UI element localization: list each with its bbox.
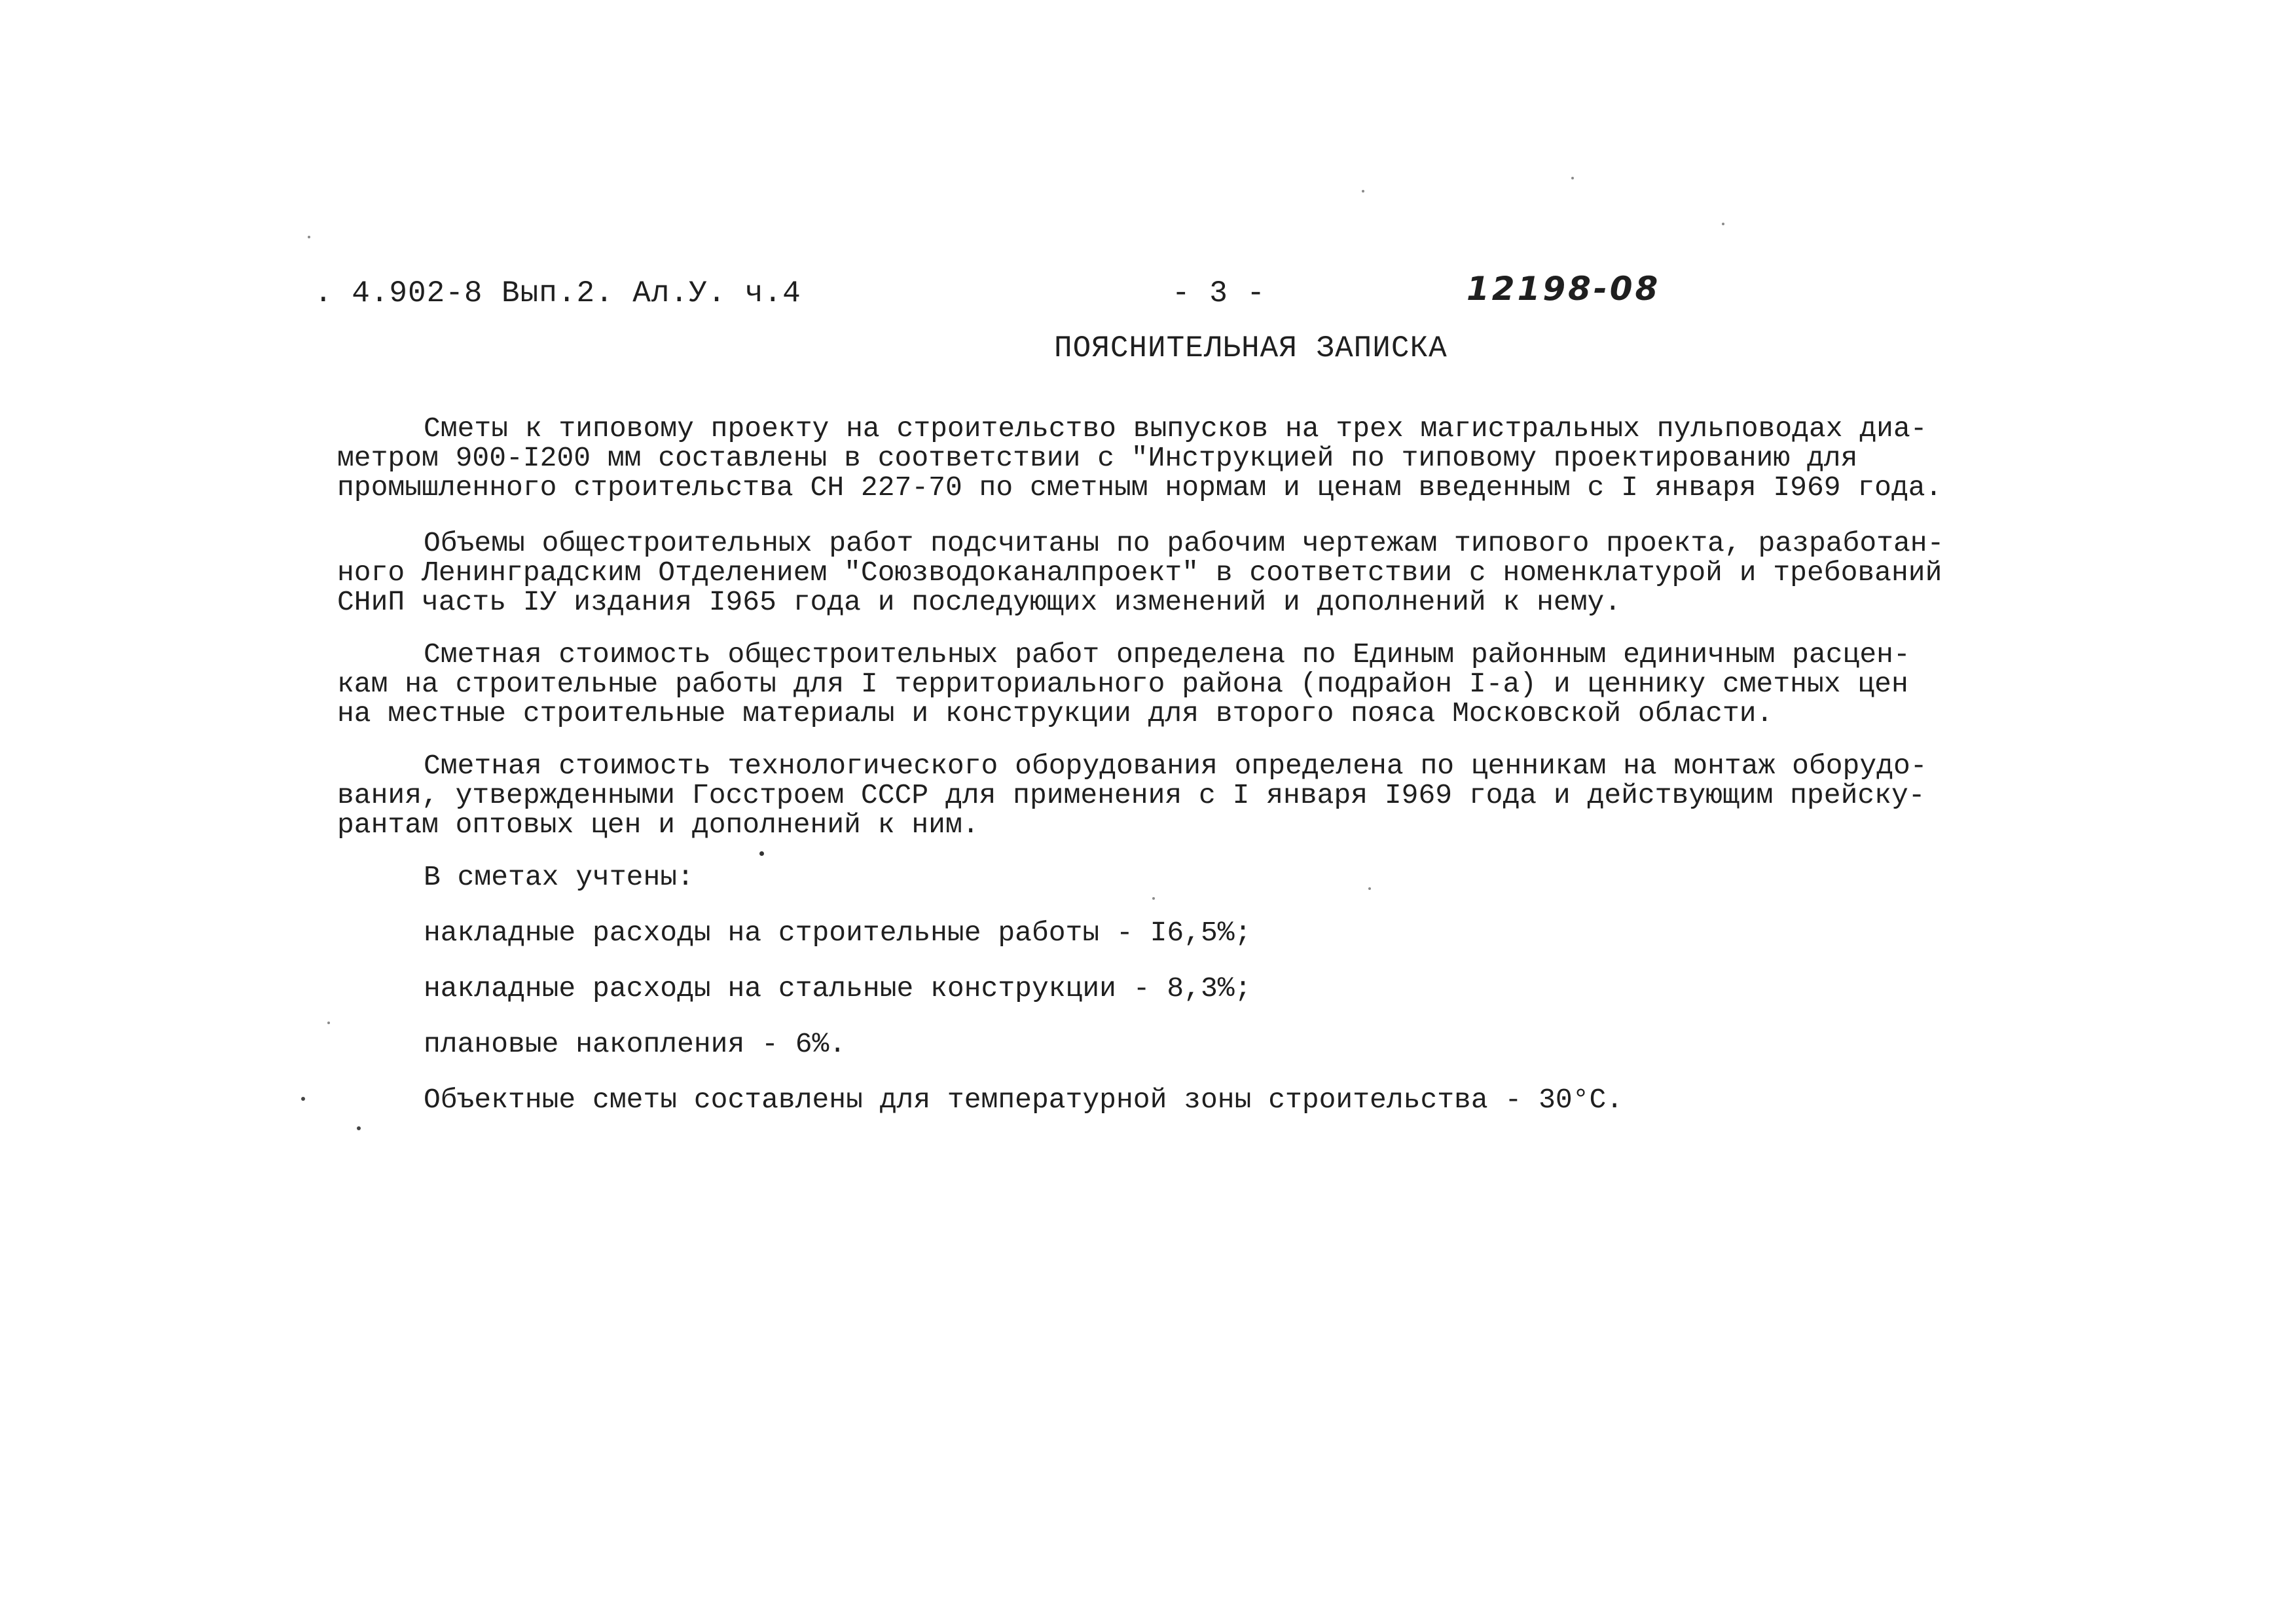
paragraph-line: кам на строительные работы для I территориального района (подрайон I-а) и ценнику сметных цен — [337, 668, 1908, 700]
list-intro: В сметах учтены: — [424, 861, 694, 893]
scan-speck — [327, 1022, 330, 1024]
scan-speck — [357, 1126, 361, 1130]
paragraph-line: рантам оптовых цен и дополнений к ним. — [337, 809, 979, 841]
paragraph-line: метром 900-I200 мм составлены в соответствии с "Инструкцией по типовому проектированию для — [337, 442, 1858, 474]
list-item: плановые накопления - 6%. — [424, 1028, 847, 1060]
registration-number: 12198-08 — [1467, 270, 1661, 308]
paragraph-line: Объемы общестроительных работ подсчитаны по рабочим чертежам типового проекта, разработан- — [424, 527, 1944, 559]
paragraph-2 — [337, 528, 1980, 617]
document-code: . 4.902-8 Вып.2. Ал.У. ч.4 — [314, 276, 801, 310]
document-title: ПОЯСНИТЕЛЬНАЯ ЗАПИСКА — [1054, 331, 1448, 365]
paragraph-line: вания, утвержденными Госстроем СССР для применения с I января I969 года и действующим прейску- — [337, 779, 1925, 811]
scan-speck — [1722, 223, 1724, 225]
scan-speck — [1362, 190, 1364, 193]
paragraph-line: на местные строительные материалы и конструкции для второго пояса Московской области. — [337, 697, 1774, 729]
paragraph-line: Сметы к типовому проекту на строительство выпусков на трех магистральных пульповодах диа- — [424, 413, 1927, 445]
scan-speck — [759, 851, 764, 856]
scan-speck — [1152, 897, 1155, 900]
list-item: накладные расходы на стальные конструкции - 8,3%; — [424, 972, 1252, 1005]
page-number: - 3 - — [1172, 276, 1266, 310]
paragraph-line: Сметная стоимость общестроительных работ определена по Единым районным единичным расцен- — [424, 638, 1910, 671]
paragraph-line: СНиП часть IУ издания I965 года и последующих изменений и дополнений к нему. — [337, 586, 1622, 618]
paragraph-line: ного Ленинградским Отделением "Союзводоканалпроект" в соответствии с номенклатурой и требований — [337, 557, 1942, 589]
paragraph-line: Сметная стоимость технологического оборудования определена по ценникам на монтаж оборудо- — [424, 750, 1927, 782]
scan-speck — [1368, 887, 1371, 890]
paragraph-4 — [337, 751, 1980, 840]
scan-speck — [308, 236, 310, 238]
paragraph-1 — [337, 414, 1980, 502]
closing-line: Объектные сметы составлены для температурной зоны строительства - 30°С. — [424, 1084, 1624, 1116]
paragraph-3 — [337, 640, 1980, 728]
scan-speck — [1571, 177, 1574, 179]
scan-speck — [301, 1097, 305, 1101]
paragraph-line: промышленного строительства СН 227-70 по сметным нормам и ценам введенным с I января I969 года. — [337, 471, 1942, 504]
list-item: накладные расходы на строительные работы - I6,5%; — [424, 917, 1252, 949]
